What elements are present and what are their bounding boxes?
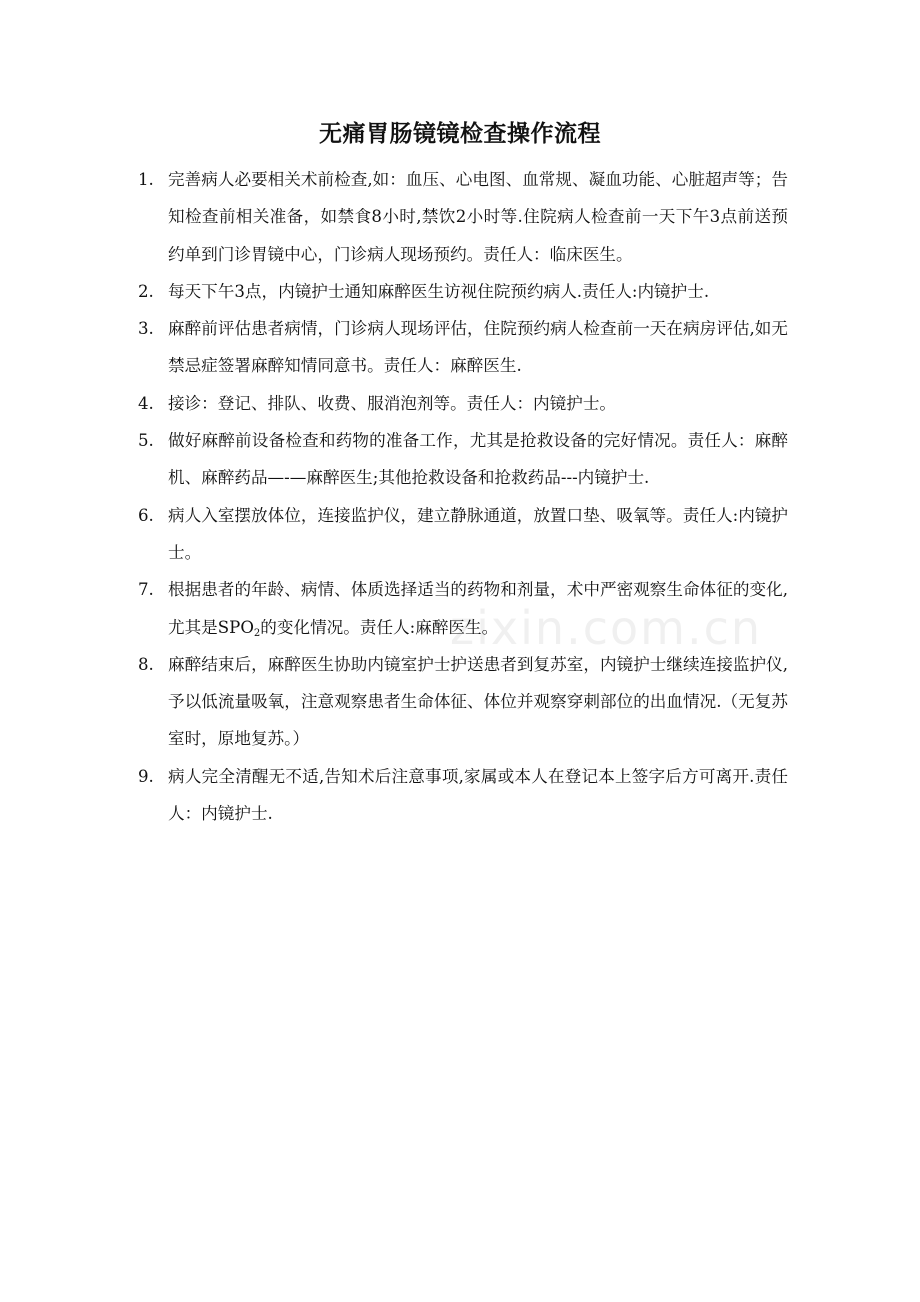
item-text: 麻醉前评估患者病情，门诊病人现场评估，住院预约病人检查前一天在病房评估,如无禁忌症签署麻醉知情同意书。责任人：麻醉医生.	[168, 319, 788, 376]
document-title: 无痛胃肠镜镜检查操作流程	[319, 121, 601, 147]
list-item	[138, 273, 788, 310]
list-item	[138, 161, 788, 273]
item-text: 接诊：登记、排队、收费、服消泡剂等。责任人：内镜护士。	[168, 393, 617, 413]
item-number: 4.	[138, 393, 154, 413]
item-number: 8.	[138, 654, 154, 674]
procedure-list	[138, 161, 788, 832]
item-text: 每天下午3点，内镜护士通知麻醉医生访视住院预约病人.责任人:内镜护士.	[168, 281, 710, 301]
list-item	[138, 646, 788, 758]
subscript-text: 2	[253, 627, 261, 639]
item-text	[168, 571, 788, 646]
item-number: 2.	[138, 281, 154, 301]
item-number: 5.	[138, 431, 154, 451]
watermark: zixin.com.cn	[450, 601, 763, 655]
item-number: 1.	[138, 170, 154, 189]
list-item	[138, 758, 788, 833]
item-text: 麻醉结束后，麻醉医生协助内镜室护士护送患者到复苏室，内镜护士继续连接监护仪,予以低流量吸氧，注意观察患者生命体征、体位并观察穿刺部位的出血情况.（无复苏室时，原地复苏。）	[168, 654, 788, 749]
list-item	[138, 497, 788, 572]
list-item	[138, 385, 788, 422]
list-item	[138, 310, 788, 385]
list-item	[138, 422, 788, 497]
item-text: 病人入室摆放体位，连接监护仪，建立静脉通道，放置口垫、吸氧等。责任人:内镜护士。	[168, 505, 788, 562]
item-number: 9.	[138, 766, 154, 786]
item-text: 完善病人必要相关术前检查,如：血压、心电图、血常规、凝血功能、心脏超声等；告知检查前相关准备，如禁食8小时,禁饮2小时等.住院病人检查前一天下午3点前送预约单到门诊胃镜中心，门诊病人现场预约。责任人：临床医生。	[168, 170, 788, 264]
item-number: 3.	[138, 319, 154, 339]
item-text-part: 根据患者的年龄、病情、体质选择适当的药物和剂量，术中严密观察生命体征的变化,尤其是SPO	[168, 580, 788, 637]
item-text: 做好麻醉前设备检查和药物的准备工作，尤其是抢救设备的完好情况。责任人：麻醉机、麻醉药品—-—麻醉医生;其他抢救设备和抢救药品---内镜护士.	[168, 431, 788, 488]
item-text: 病人完全清醒无不适,告知术后注意事项,家属或本人在登记本上签字后方可离开.责任人：内镜护士.	[168, 766, 788, 824]
item-number: 7.	[138, 580, 154, 600]
list-item	[138, 571, 788, 646]
item-text-part: 的变化情况。责任人:麻醉医生。	[260, 617, 499, 637]
item-number: 6.	[138, 505, 154, 525]
